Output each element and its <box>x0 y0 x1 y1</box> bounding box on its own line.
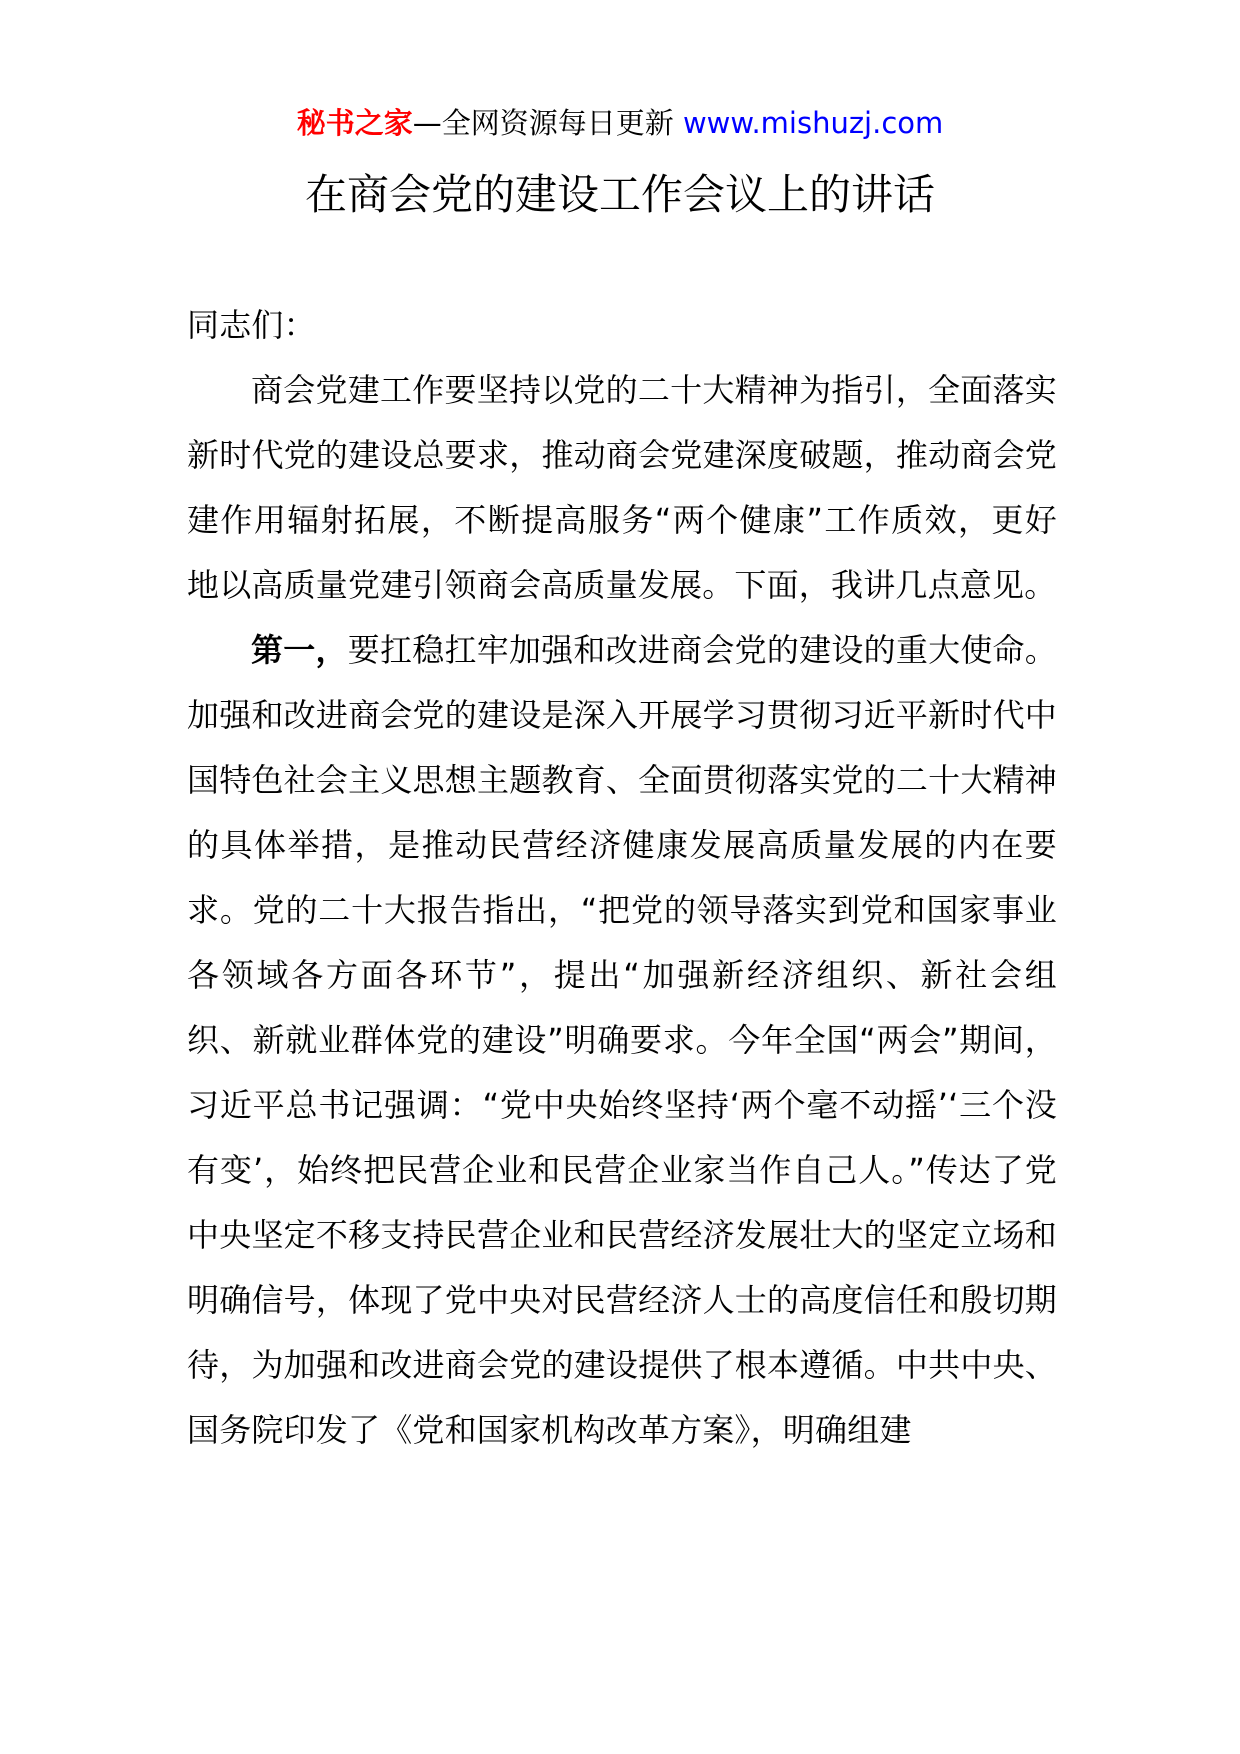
salutation: 同志们： <box>187 306 316 344</box>
site-url-link[interactable]: www.mishuzj.com <box>682 106 944 140</box>
site-header <box>0 103 1240 143</box>
document-body <box>187 293 1057 1463</box>
paragraph-first-point <box>187 618 1057 1463</box>
site-name: 秘书之家 <box>296 106 413 140</box>
paragraph-text: 要扛稳扛牢加强和改进商会党的建设的重大使命。加强和改进商会党的建设是深入开展学习贯彻习近平新时代中国特色社会主义思想主题教育、全面贯彻落实党的二十大精神的具体举措，是推动民营经济健康发展高质量发展的内在要求。党的二十大报告指出，“把党的领导落实到党和国家事业各领域各方面各环节”，提出“加强新经济组织、新社会组织、新就业群体党的建设”明确要求。今年全国“两会”期间，习近平总书记强调：“党中央始终坚持‘两个毫不动摇’‘三个没有变’，始终把民营企业和民营企业家当作自己人。”传达了党中央坚定不移支持民营企业和民营经济发展壮大的坚定立场和明确信号，体现了党中央对民营经济人士的高度信任和殷切期待，为加强和改进商会党的建设提供了根本遵循。中共中央、国务院印发了《党和国家机构改革方案》，明确组建 <box>187 631 1057 1449</box>
site-tagline: —全网资源每日更新 <box>412 106 683 140</box>
paragraph-intro <box>187 358 1057 618</box>
paragraph-text: 商会党建工作要坚持以党的二十大精神为指引，全面落实新时代党的建设总要求，推动商会党建深度破题，推动商会党建作用辐射拓展，不断提高服务“两个健康”工作质效，更好地以高质量党建引领商会高质量发展。下面，我讲几点意见。 <box>187 371 1057 604</box>
document-title: 在商会党的建设工作会议上的讲话 <box>304 170 935 219</box>
paragraph-lead: 第一， <box>251 631 348 669</box>
